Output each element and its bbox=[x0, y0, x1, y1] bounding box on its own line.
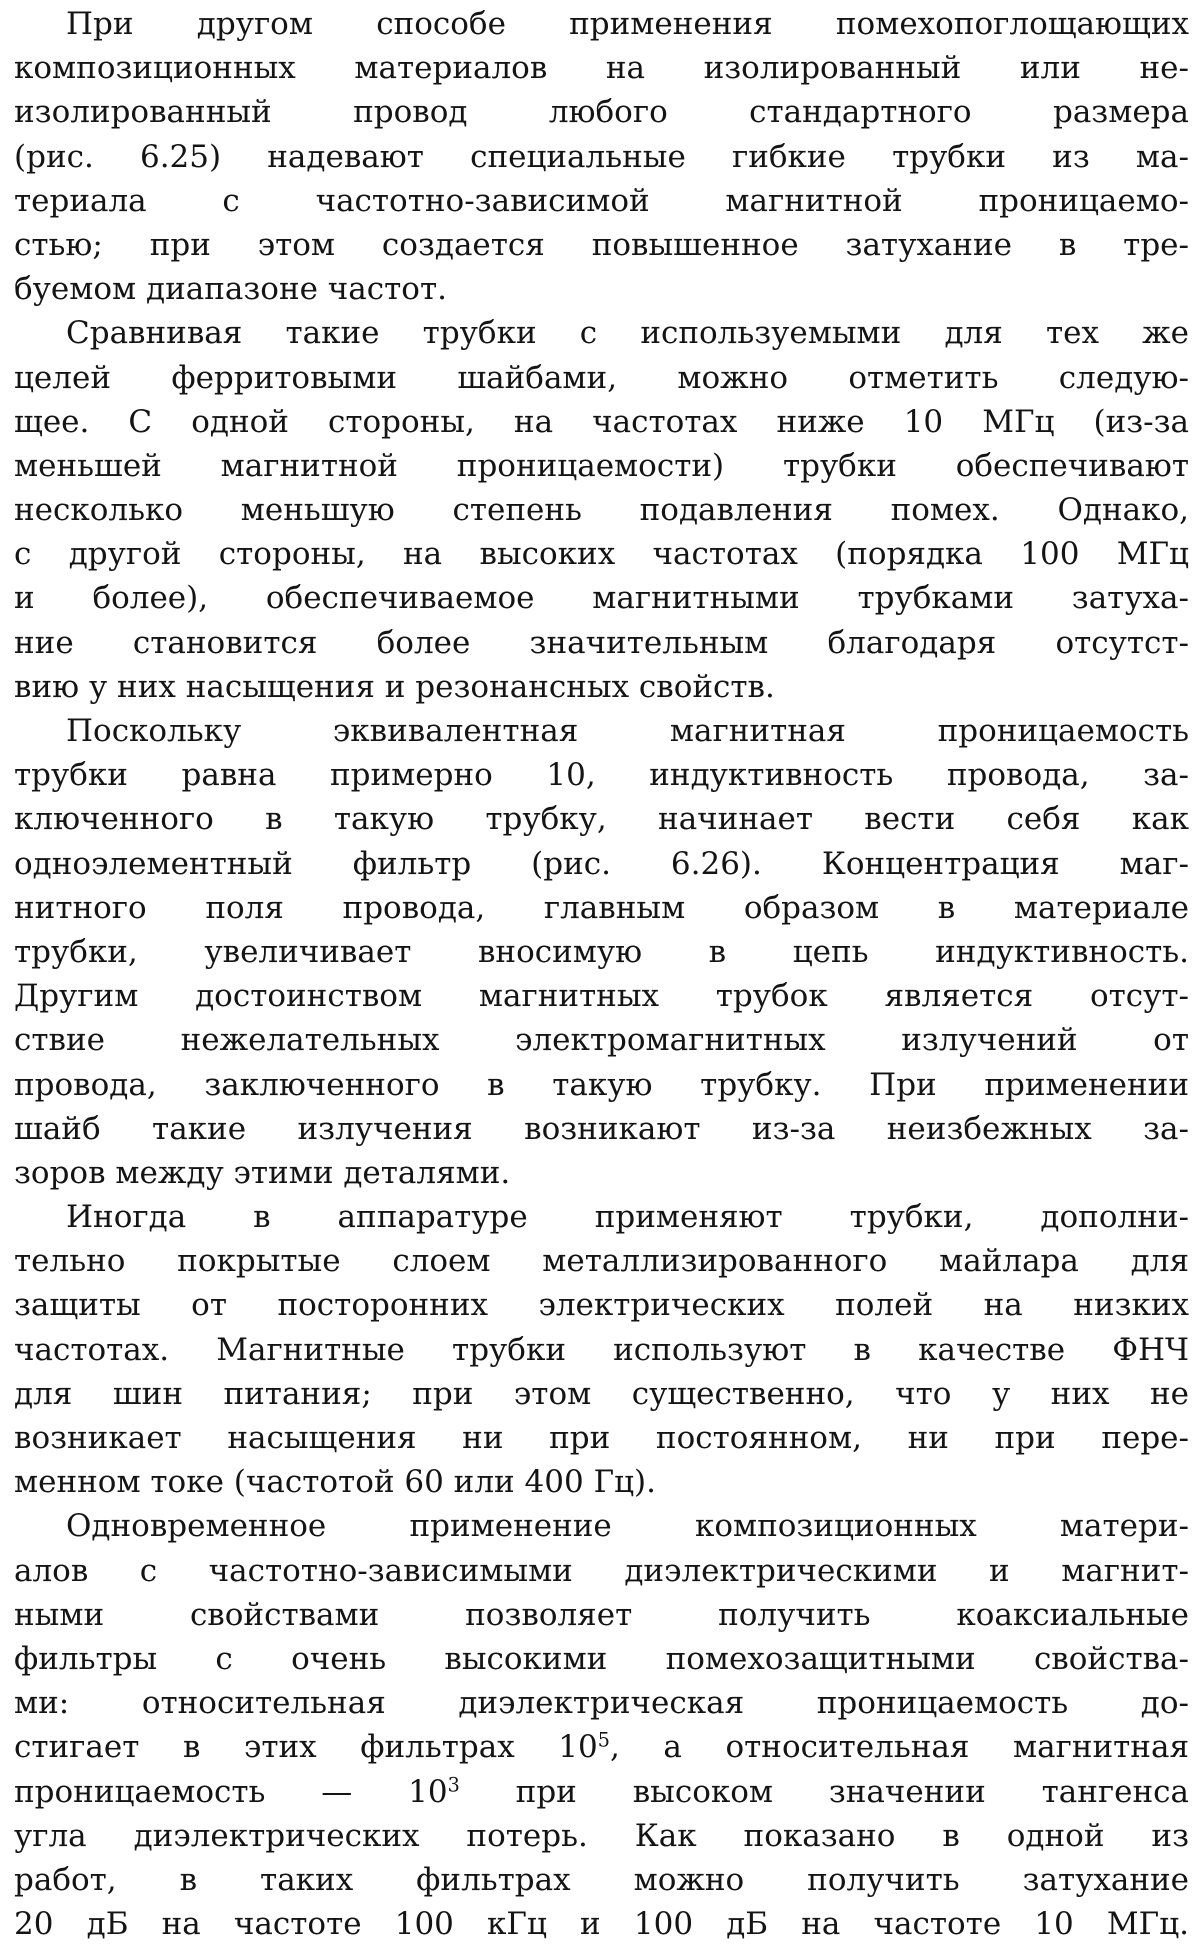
text-line: вию у них насыщения и резонансных свойств. bbox=[14, 668, 775, 705]
text-line: работ, в таких фильтрах можно получить затухание bbox=[14, 1861, 1189, 1898]
paragraph-5 bbox=[14, 1504, 1189, 1946]
text-line: возникает насыщения ни при постоянном, ни при пере- bbox=[14, 1420, 1189, 1456]
paragraph-3 bbox=[14, 709, 1189, 1195]
text-line: меньшей магнитной проницаемости) трубки обеспечивают bbox=[14, 447, 1189, 484]
text-line: Поскольку эквивалентная магнитная проницаемость bbox=[66, 713, 1189, 749]
text-line-with-superscript bbox=[14, 1770, 1189, 1814]
text-line: менном токе (частотой 60 или 400 Гц). bbox=[14, 1464, 656, 1501]
text-line-with-superscript bbox=[14, 1725, 1189, 1769]
line-text: стигает в этих фильтрах 10 bbox=[14, 1729, 598, 1766]
text-line: целей ферритовыми шайбами, можно отметить следую- bbox=[14, 359, 1189, 396]
text-line: зоров между этими деталями. bbox=[14, 1154, 511, 1191]
text-line: с другой стороны, на высоких частотах (порядка 100 МГц bbox=[14, 536, 1189, 573]
superscript: 3 bbox=[447, 1772, 460, 1796]
text-line: ключенного в такую трубку, начинает вести себя как bbox=[14, 801, 1189, 838]
text-line: одноэлементный фильтр (рис. 6.26). Концентрация маг- bbox=[14, 845, 1189, 882]
text-line: трубки, увеличивает вносимую в цепь индуктивность. bbox=[14, 933, 1189, 970]
text-line: (рис. 6.25) надевают специальные гибкие трубки из ма- bbox=[14, 138, 1189, 175]
text-line: буемом диапазоне частот. bbox=[14, 271, 447, 308]
line-text: проницаемость — 10 bbox=[14, 1773, 448, 1810]
text-body bbox=[14, 2, 1189, 1946]
text-line: стью; при этом создается повышенное затухание в тре- bbox=[14, 226, 1189, 263]
text-line: Иногда в аппаратуре применяют трубки, дополни- bbox=[66, 1199, 1189, 1236]
text-line: шайб такие излучения возникают из-за неизбежных за- bbox=[14, 1110, 1189, 1147]
text-line: защиты от посторонних электрических полей на низких bbox=[14, 1287, 1189, 1324]
text-line: изолированный провод любого стандартного размера bbox=[14, 94, 1189, 131]
text-line: частотах. Магнитные трубки используют в качестве ФНЧ bbox=[14, 1331, 1189, 1368]
text-line: 20 дБ на частоте 100 кГц и 100 дБ на частоте 10 МГц. bbox=[14, 1906, 1189, 1943]
text-line: для шин питания; при этом существенно, что у них не bbox=[14, 1375, 1189, 1412]
text-line: ными свойствами позволяет получить коаксиальные bbox=[14, 1596, 1189, 1633]
text-line: нитного поля провода, главным образом в материале bbox=[14, 889, 1189, 926]
paragraph-1 bbox=[14, 2, 1189, 311]
text-line: ствие нежелательных электромагнитных излучений от bbox=[14, 1022, 1189, 1059]
paragraph-4 bbox=[14, 1195, 1189, 1504]
text-line: Сравнивая такие трубки с используемыми для тех же bbox=[66, 315, 1189, 352]
text-line: провода, заключенного в такую трубку. При применении bbox=[14, 1066, 1189, 1103]
paragraph-2 bbox=[14, 311, 1189, 709]
text-line: ние становится более значительным благодаря отсутст- bbox=[14, 624, 1189, 661]
text-line: Одновременное применение композиционных матери- bbox=[66, 1508, 1189, 1545]
text-line: тельно покрытые слоем металлизированного майлара для bbox=[14, 1243, 1189, 1280]
text-line: Другим достоинством магнитных трубок является отсут- bbox=[14, 978, 1189, 1015]
line-tail: , а относительная магнитная bbox=[609, 1729, 1189, 1766]
text-line: несколько меньшую степень подавления помех. Однако, bbox=[14, 492, 1189, 529]
text-line: фильтры с очень высокими помехозащитными свойства- bbox=[14, 1640, 1189, 1677]
text-line: ми: относительная диэлектрическая проницаемость до- bbox=[14, 1685, 1189, 1722]
superscript: 5 bbox=[597, 1728, 610, 1752]
text-line: и более), обеспечиваемое магнитными трубками затуха- bbox=[14, 580, 1189, 617]
text-line: териала с частотно-зависимой магнитной проницаемо- bbox=[14, 182, 1189, 219]
text-line: щее. С одной стороны, на частотах ниже 10 МГц (из-за bbox=[14, 403, 1189, 440]
text-line: трубки равна примерно 10, индуктивность провода, за- bbox=[14, 757, 1189, 794]
text-line: алов с частотно-зависимыми диэлектрическими и магнит- bbox=[14, 1552, 1189, 1589]
text-line: композиционных материалов на изолированный или не- bbox=[14, 50, 1189, 87]
text-line: При другом способе применения помехопоглощающих bbox=[66, 6, 1189, 42]
line-tail: при высоком значении тангенса bbox=[459, 1773, 1189, 1810]
text-line: угла диэлектрических потерь. Как показано в одной из bbox=[14, 1817, 1189, 1854]
